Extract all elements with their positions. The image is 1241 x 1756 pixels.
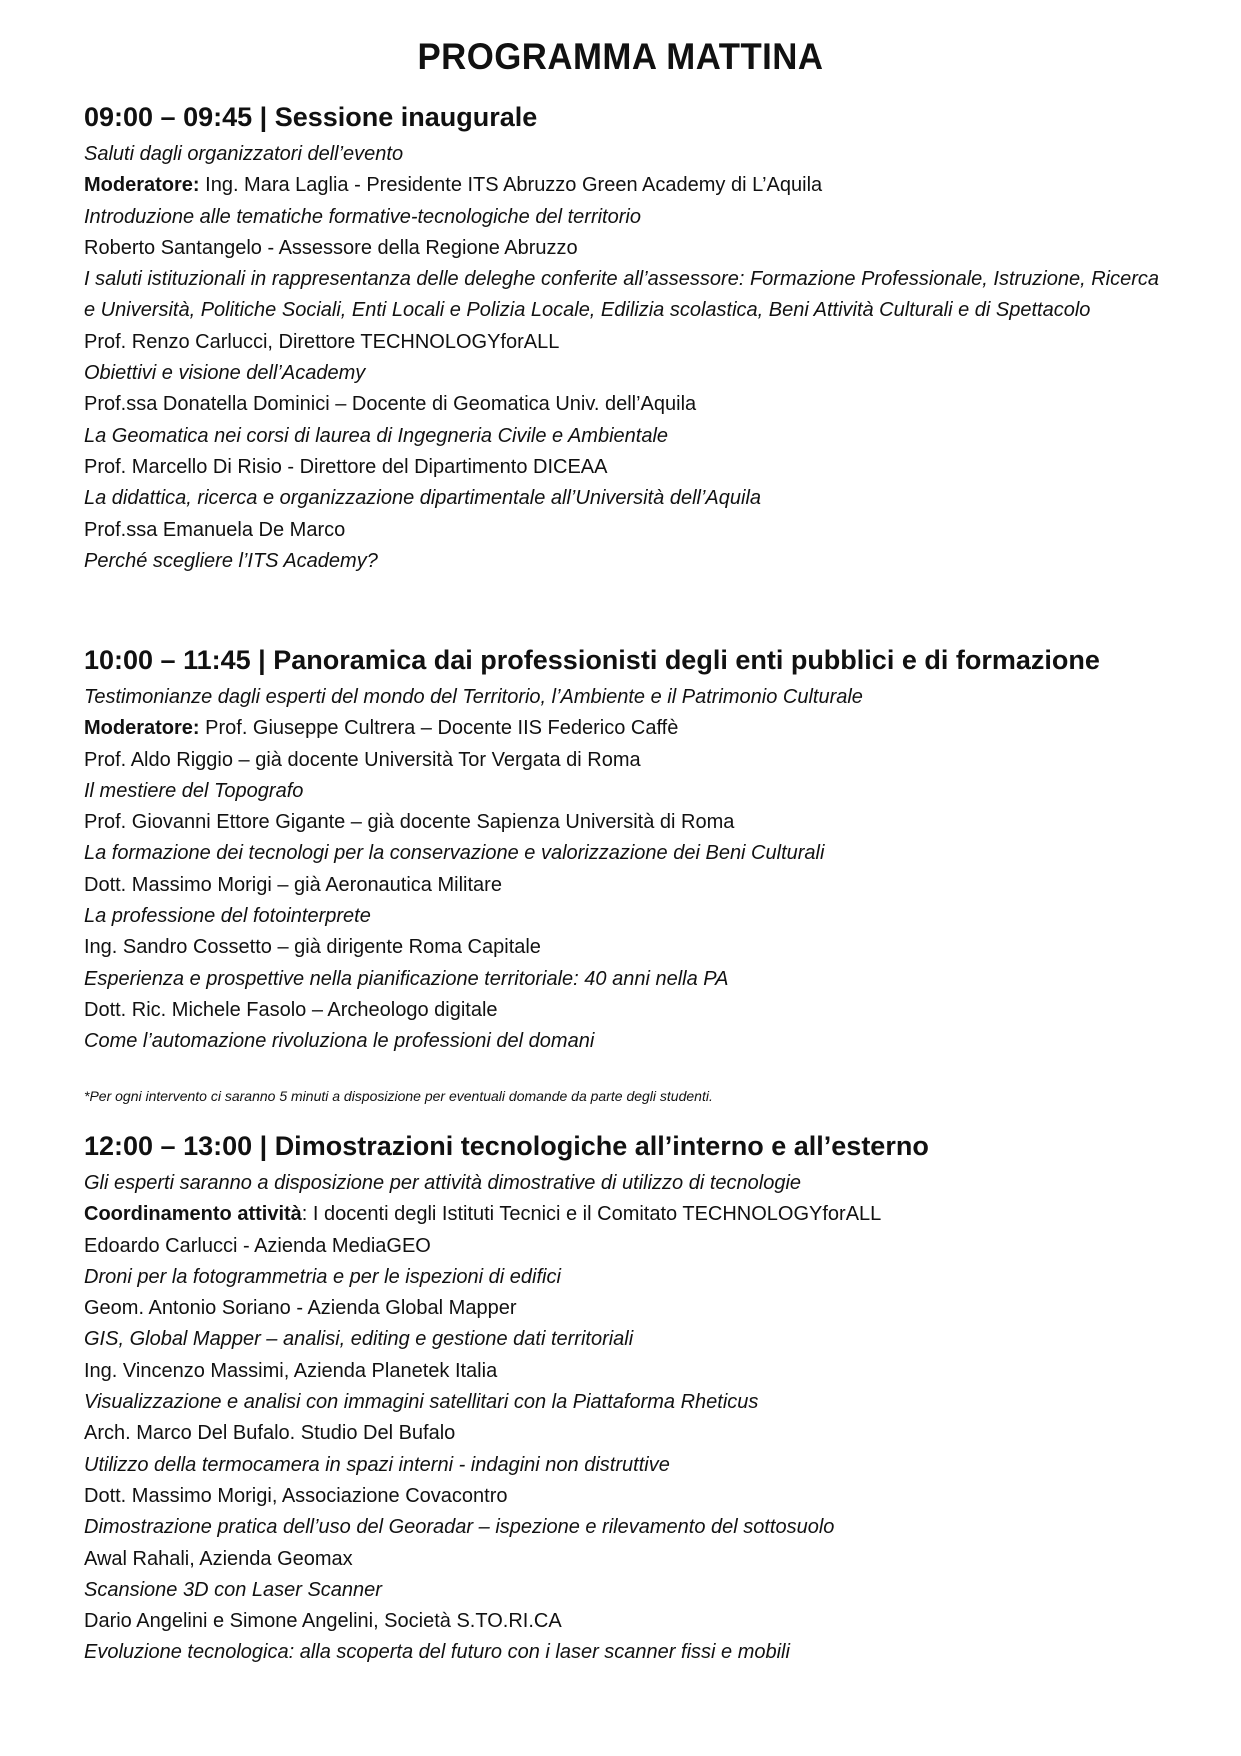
talk-topic [84, 421, 1164, 452]
talk-topic [84, 264, 1164, 327]
session-panoramica [84, 642, 1164, 1058]
line-text: I saluti istituzionali in rappresentanza delle deleghe conferite all’assessore: Formazione Professionale, Istruzione, Ricerca e Università, Politiche Sociali, Enti Locali e Polizia Locale, Edilizia scolastica, Beni Attività Culturali e di Spettacolo [84, 268, 1159, 322]
speaker-line [84, 1606, 1164, 1637]
line-text: Droni per la fotogrammetria e per le ispezioni di edifici [84, 1265, 561, 1288]
talk-topic [84, 1387, 1164, 1418]
line-text: Dott. Massimo Morigi, Associazione Covacontro [84, 1484, 508, 1507]
talk-topic [84, 1575, 1164, 1606]
line-text: Testimonianze dagli esperti del mondo del Territorio, l’Ambiente e il Patrimonio Culturale [84, 686, 863, 708]
talk-topic [84, 1168, 1164, 1199]
session-lines [84, 1168, 1164, 1669]
session-lines [84, 139, 1164, 577]
speaker-line [84, 713, 1164, 744]
speaker-line [84, 1544, 1164, 1575]
line-text: Come l’automazione rivoluziona le professioni del domani [84, 1030, 595, 1053]
speaker-line [84, 932, 1164, 963]
line-text: Dario Angelini e Simone Angelini, Società S.TO.RI.CA [84, 1610, 562, 1633]
line-text: Prof. Marcello Di Risio - Direttore del Dipartimento DICEAA [84, 455, 608, 478]
session-lines [84, 682, 1164, 1058]
session-inaugurale [84, 99, 1164, 577]
line-text: Ing. Mara Laglia - Presidente ITS Abruzzo Green Academy di L’Aquila [199, 174, 823, 197]
talk-topic [84, 1637, 1164, 1668]
line-text: Prof.ssa Donatella Dominici – Docente di Geomatica Univ. dell’Aquila [84, 393, 697, 416]
line-text: Prof. Renzo Carlucci, Direttore TECHNOLOGYforALL [84, 330, 560, 353]
line-text: Arch. Marco Del Bufalo. Studio Del Bufalo [84, 1422, 456, 1445]
line-text: Dott. Massimo Morigi – già Aeronautica Militare [84, 873, 502, 896]
line-text: Awal Rahali, Azienda Geomax [84, 1547, 353, 1570]
speaker-line [84, 1481, 1164, 1512]
line-text: Dimostrazione pratica dell’uso del Georadar – ispezione e rilevamento del sottosuolo [84, 1516, 835, 1539]
section-heading: 10:00 – 11:45 | Panoramica dai professionisti degli enti pubblici e di formazione [84, 645, 1100, 675]
line-text: La didattica, ricerca e organizzazione dipartimentale all’Università dell’Aquila [84, 487, 762, 510]
speaker-line [84, 1418, 1164, 1449]
line-text: Il mestiere del Topografo [84, 779, 304, 802]
line-text: Visualizzazione e analisi con immagini satellitari con la Piattaforma Rheticus [84, 1391, 759, 1414]
line-text: Prof. Giovanni Ettore Gigante – già docente Sapienza Università di Roma [84, 811, 735, 834]
speaker-line [84, 389, 1164, 420]
line-text: Prof.ssa Emanuela De Marco [84, 518, 346, 541]
line-text: Ing. Vincenzo Massimi, Azienda Planetek Italia [84, 1359, 498, 1382]
line-text: Evoluzione tecnologica: alla scoperta del futuro con i laser scanner fissi e mobili [84, 1641, 790, 1664]
speaker-line [84, 870, 1164, 901]
talk-topic [84, 682, 1164, 713]
talk-topic [84, 1262, 1164, 1293]
talk-topic [84, 483, 1164, 514]
speaker-line [84, 745, 1164, 776]
talk-topic [84, 964, 1164, 995]
speaker-line [84, 807, 1164, 838]
line-text: Introduzione alle tematiche formative-tecnologiche del territorio [84, 205, 641, 228]
talk-topic [84, 776, 1164, 807]
speaker-line [84, 327, 1164, 358]
line-text: La formazione dei tecnologi per la conservazione e valorizzazione dei Beni Culturali [84, 842, 825, 865]
line-label: Moderatore: [84, 717, 200, 740]
line-text: Perché scegliere l’ITS Academy? [84, 549, 378, 572]
speaker-line [84, 995, 1164, 1026]
line-text: Prof. Aldo Riggio – già docente Università Tor Vergata di Roma [84, 748, 641, 771]
talk-topic [84, 901, 1164, 932]
line-text: La Geomatica nei corsi di laurea di Ingegneria Civile e Ambientale [84, 424, 669, 447]
speaker-line [84, 515, 1164, 546]
line-label: Moderatore: [84, 174, 200, 197]
talk-topic [84, 546, 1164, 577]
line-text: Scansione 3D con Laser Scanner [84, 1578, 382, 1601]
line-text: Saluti dagli organizzatori dell’evento [84, 143, 404, 165]
footnote: *Per ogni intervento ci saranno 5 minuti a disposizione per eventuali domande da parte degli studenti. [84, 1088, 713, 1104]
session-dimostrazioni [84, 1128, 1164, 1669]
line-label: Coordinamento attività [84, 1203, 302, 1226]
talk-topic [84, 1450, 1164, 1481]
line-text: Ing. Sandro Cossetto – già dirigente Roma Capitale [84, 936, 541, 959]
line-text: Roberto Santangelo - Assessore della Regione Abruzzo [84, 236, 578, 259]
page-title: PROGRAMMA MATTINA [417, 36, 824, 77]
speaker-line [84, 233, 1164, 264]
talk-topic [84, 139, 1164, 170]
line-text: : I docenti degli Istituti Tecnici e il Comitato TECHNOLOGYforALL [301, 1203, 882, 1226]
line-text: Obiettivi e visione dell’Academy [84, 362, 366, 385]
line-text: Dott. Ric. Michele Fasolo – Archeologo digitale [84, 998, 498, 1021]
line-text: Esperienza e prospettive nella pianificazione territoriale: 40 anni nella PA [84, 967, 729, 990]
line-text: Prof. Giuseppe Cultrera – Docente IIS Federico Caffè [199, 717, 679, 740]
section-heading: 12:00 – 13:00 | Dimostrazioni tecnologiche all’interno e all’esterno [84, 1131, 929, 1161]
speaker-line [84, 170, 1164, 201]
line-text: La professione del fotointerprete [84, 905, 371, 928]
line-text: Utilizzo della termocamera in spazi interni - indagini non distruttive [84, 1453, 670, 1476]
speaker-line [84, 452, 1164, 483]
talk-topic [84, 202, 1164, 233]
speaker-line [84, 1356, 1164, 1387]
talk-topic [84, 358, 1164, 389]
speaker-line [84, 1231, 1164, 1262]
talk-topic [84, 838, 1164, 869]
talk-topic [84, 1512, 1164, 1543]
line-text: Edoardo Carlucci - Azienda MediaGEO [84, 1234, 431, 1257]
line-text: Gli esperti saranno a disposizione per attività dimostrative di utilizzo di tecnologie [84, 1172, 802, 1194]
section-heading: 09:00 – 09:45 | Sessione inaugurale [84, 102, 538, 132]
line-text: GIS, Global Mapper – analisi, editing e gestione dati territoriali [84, 1328, 634, 1351]
speaker-line [84, 1293, 1164, 1324]
speaker-line [84, 1199, 1164, 1230]
talk-topic [84, 1324, 1164, 1355]
line-text: Geom. Antonio Soriano - Azienda Global Mapper [84, 1297, 517, 1320]
talk-topic [84, 1026, 1164, 1057]
